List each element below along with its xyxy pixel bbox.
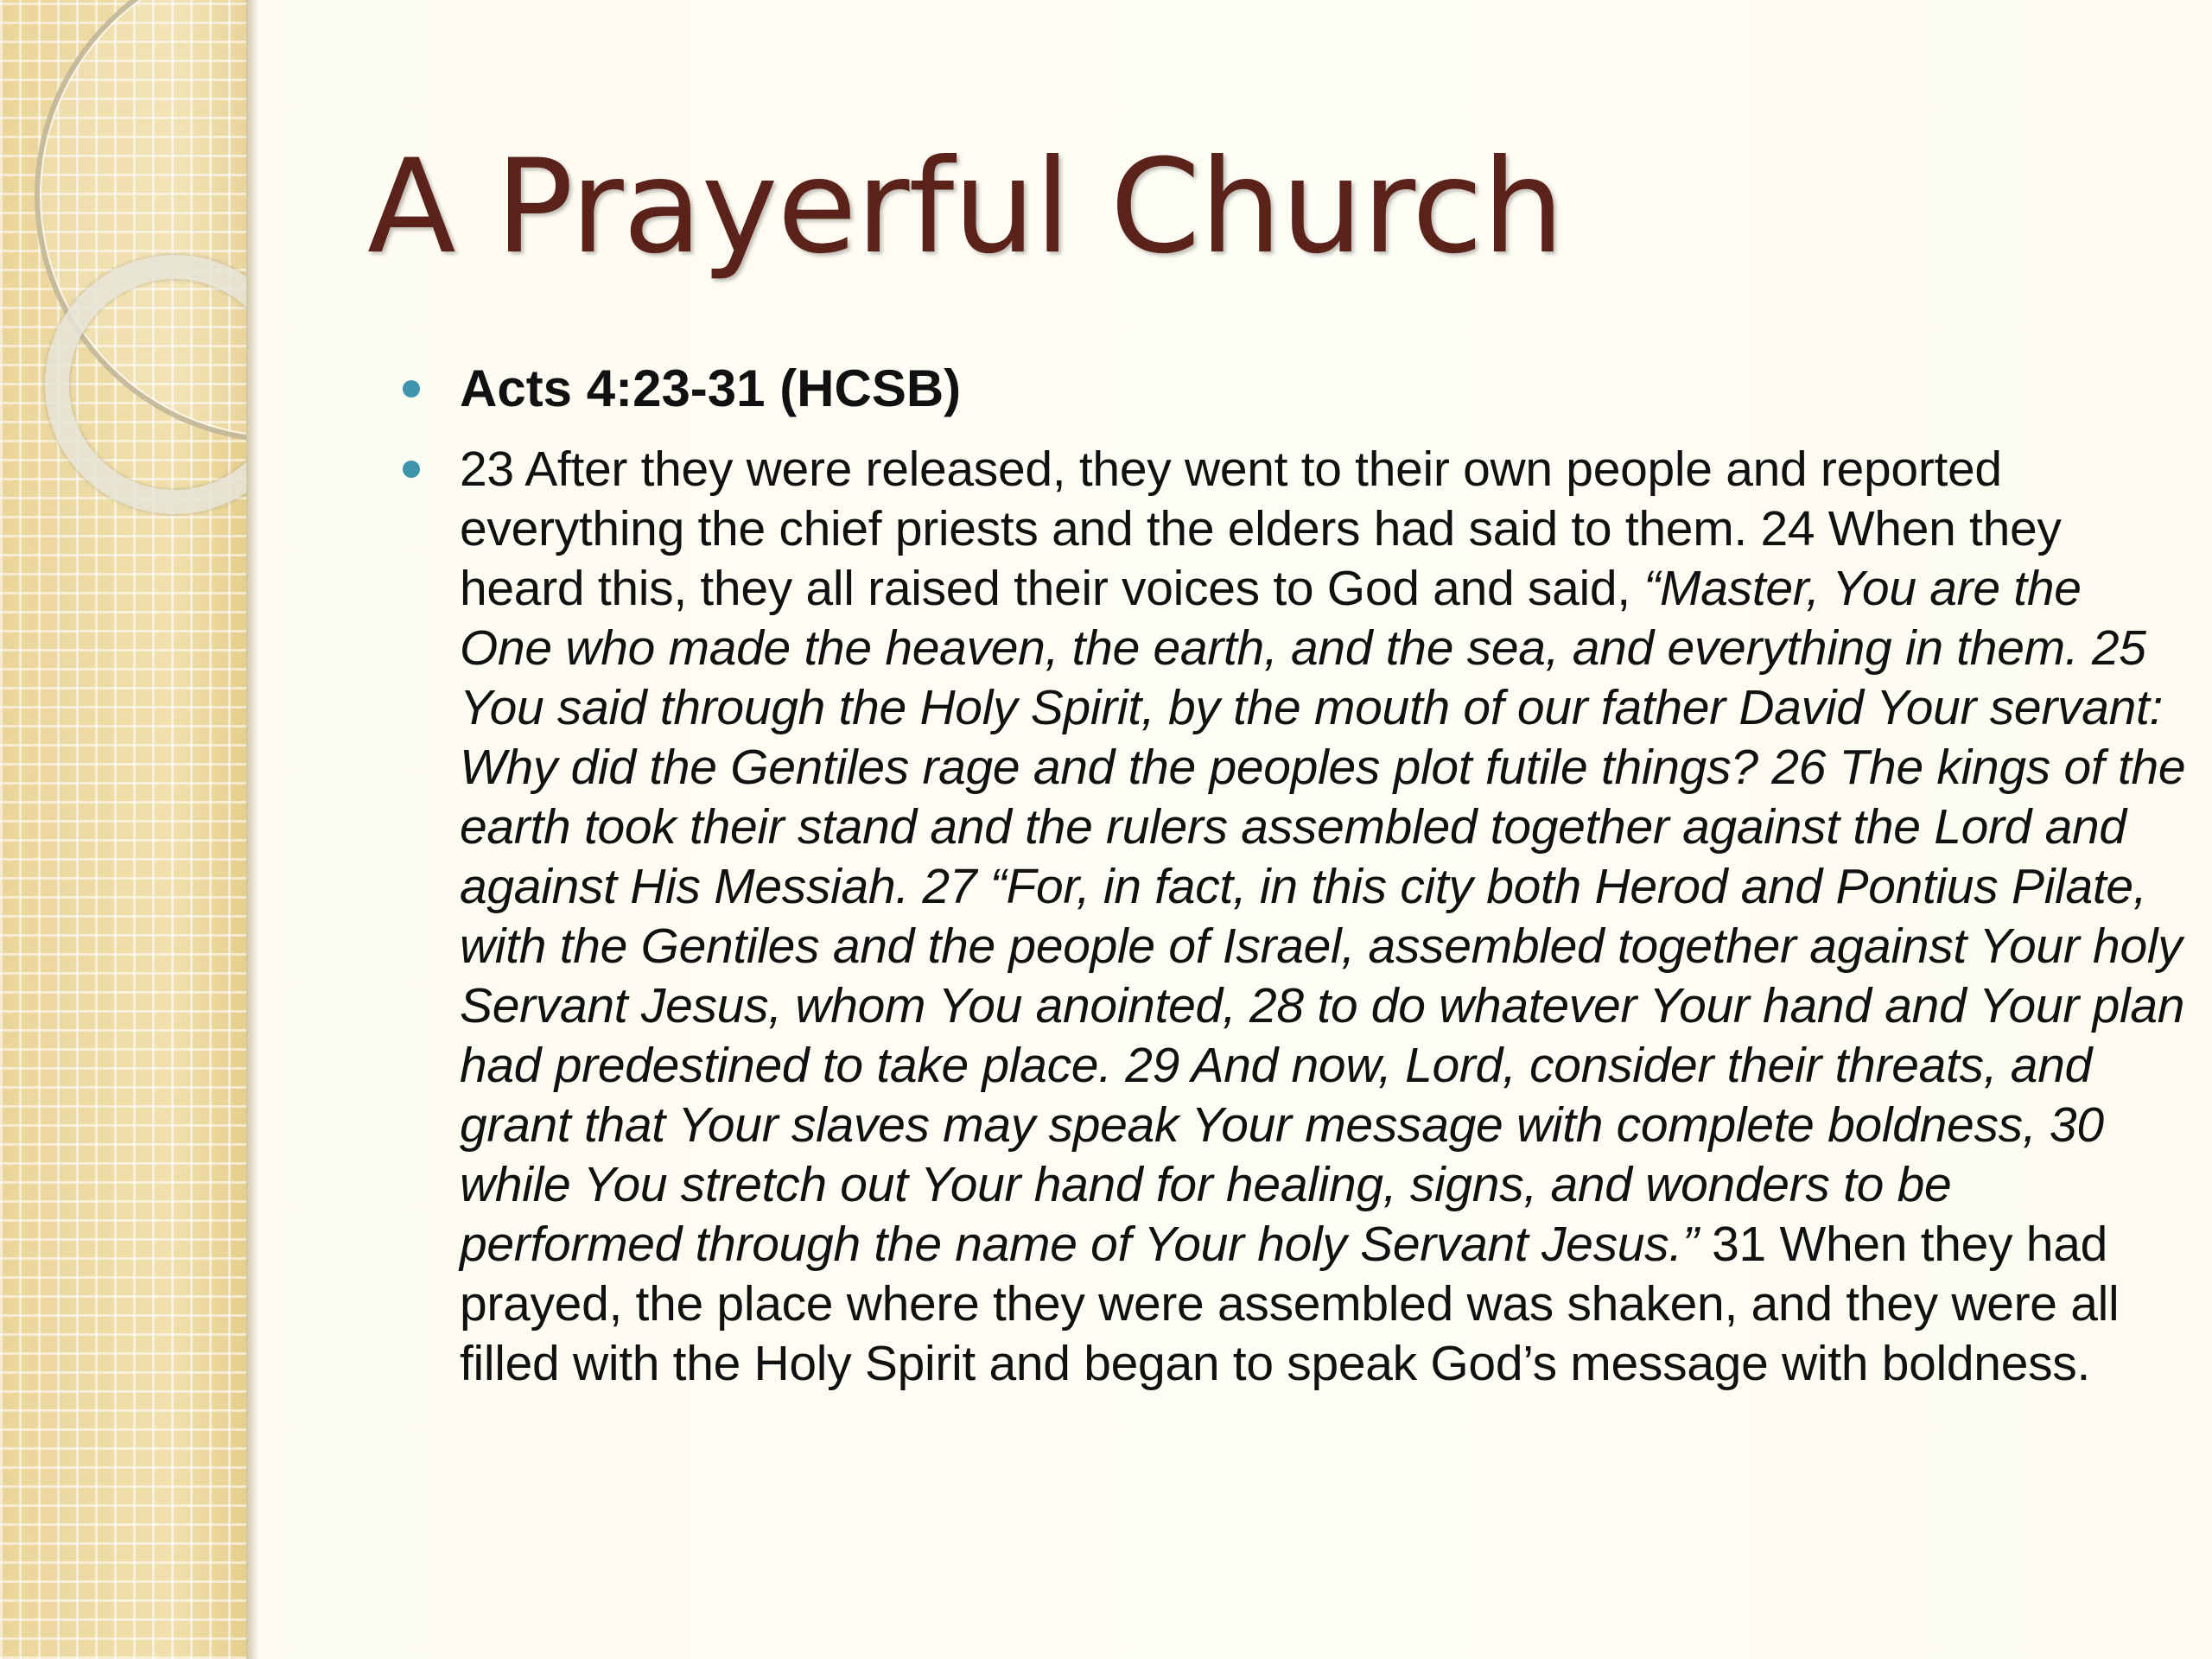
verse-intro-text: 23 After they were released, they went to their own people and reported everything the chief priests and the elders had said to them. 24 When they heard this, they all raised their voices to God and said, xyxy=(460,442,2062,616)
bullet-item-verse xyxy=(380,440,2186,1394)
bullet-dot-icon xyxy=(403,461,420,478)
slide-content xyxy=(380,341,2186,1394)
verse-end-text: 31 When they had prayed, the place where they were assembled was shaken, and they were all filled with the Holy Spirit and began to speak God’s message with boldness. xyxy=(460,1217,2120,1391)
verse-quote-text: “Master, You are the One who made the heaven, the earth, and the sea, and everything in them. 25 You said through the Holy Spirit, by the mouth of our father David Your servant: Why did the Gentiles rage and the peoples plot futile things? 26 The kings of the earth took their stand and the rulers assembled together against the Lord and against His Messiah. 27 “For, in fact, in this city both Herod and Pontius Pilate, with the Gentiles and the people of Israel, assembled together against Your holy Servant Jesus, whom You anointed, 28 to do whatever Your hand and Your plan had predestined to take place. 29 And now, Lord, consider their threats, and grant that Your slaves may speak Your message with complete boldness, 30 while You stretch out Your hand for healing, signs, and wonders to be performed through the name of Your holy Servant Jesus.” xyxy=(460,561,2186,1272)
bullet-dot-icon xyxy=(403,380,420,397)
slide-title: A Prayerful Church xyxy=(367,132,1564,283)
side-panel-shadow xyxy=(246,0,258,1659)
bullet-item-heading xyxy=(380,341,2186,436)
decorative-side-panel xyxy=(0,0,246,1659)
scripture-reference: Acts 4:23-31 (HCSB) xyxy=(460,359,962,417)
